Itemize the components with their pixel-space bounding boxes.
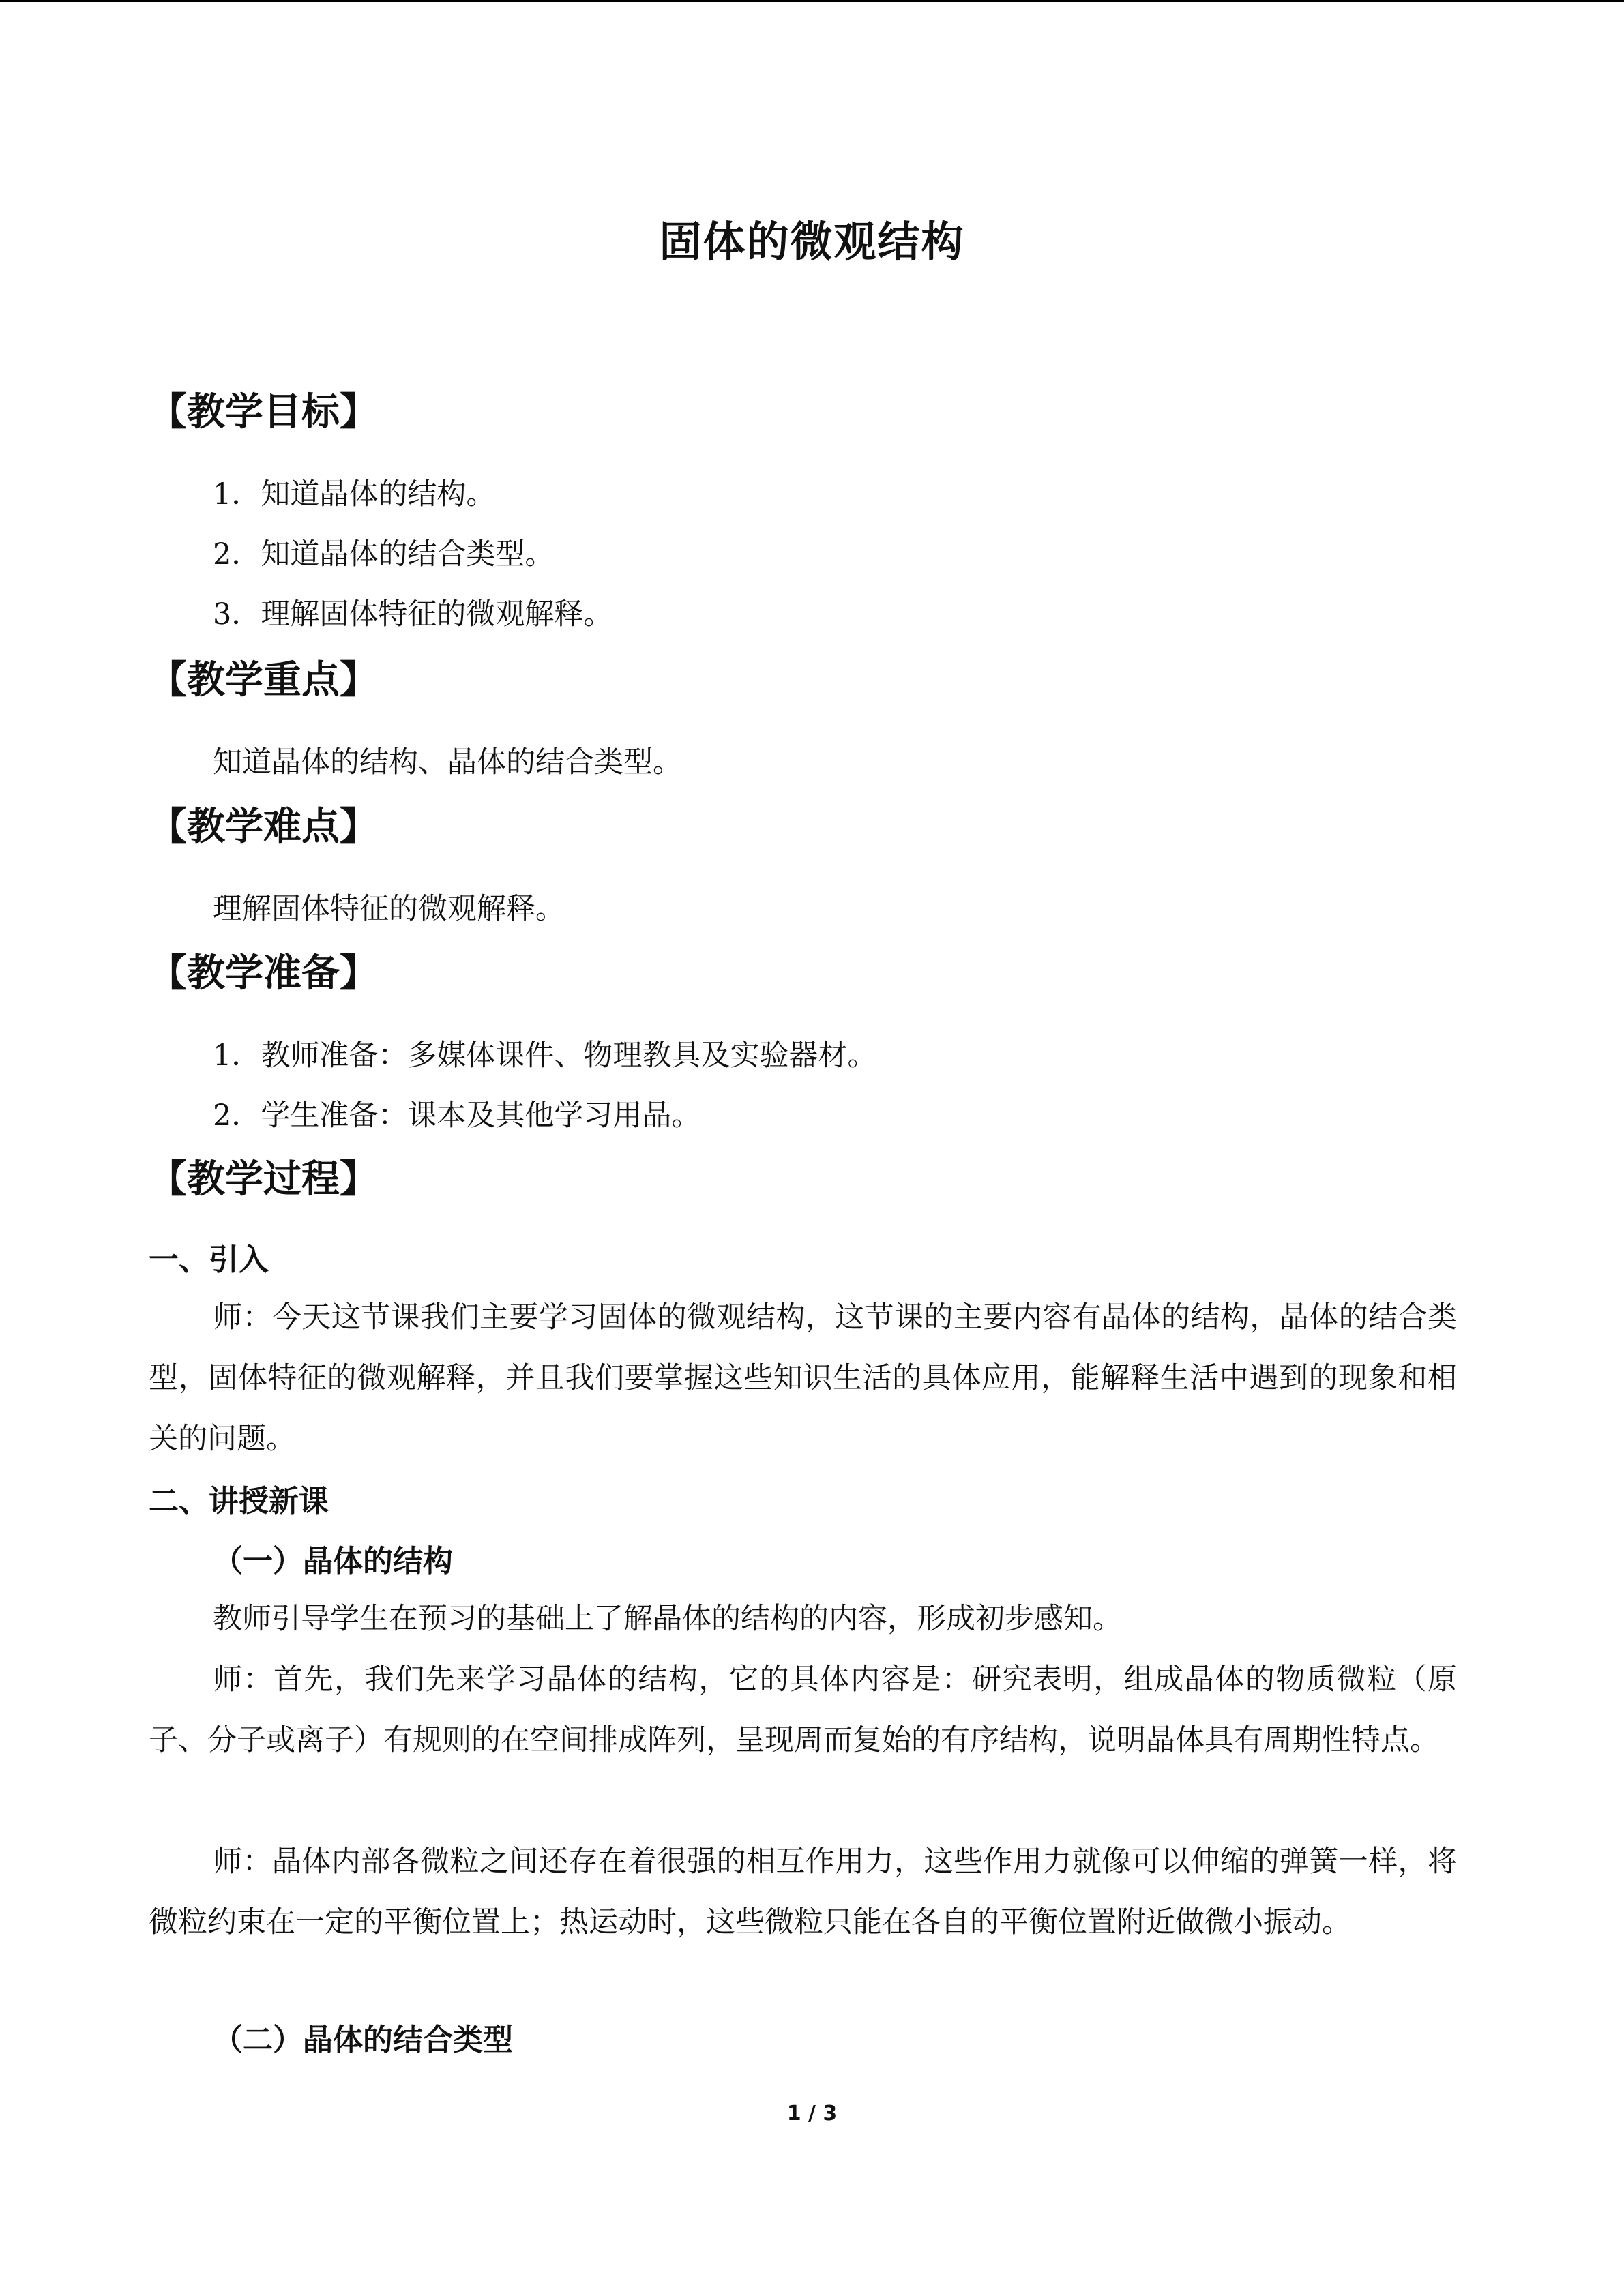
objective-item: 1．知道晶体的结构。 <box>213 477 496 511</box>
preparation-item: 1．教师准备：多媒体课件、物理教具及实验器材。 <box>213 1039 877 1073</box>
difficulties-text: 理解固体特征的微观解释。 <box>213 892 565 926</box>
section-heading-preparation: 【教学准备】 <box>149 951 378 996</box>
part1-heading: （一）晶体的结构 <box>213 1544 453 1579</box>
section-heading-key-points: 【教学重点】 <box>149 658 378 702</box>
part1-paragraph: 教师引导学生在预习的基础上了解晶体的结构的内容，形成初步感知。 <box>213 1602 1122 1636</box>
part2-heading: （二）晶体的结合类型 <box>213 2023 513 2057</box>
new-lesson-heading: 二、讲授新课 <box>149 1484 329 1519</box>
part1-paragraph: 师：晶体内部各微粒之间还存在着很强的相互作用力，这些作用力就像可以伸缩的弹簧一样，将微粒约束在一定的平衡位置上；热运动时，这些微粒只能在各自的平衡位置附近做微小振动。 <box>149 1845 1457 1939</box>
objective-item: 2．知道晶体的结合类型。 <box>213 537 555 571</box>
key-points-text: 知道晶体的结构、晶体的结合类型。 <box>213 745 682 779</box>
top-border <box>0 0 1624 2</box>
intro-paragraph: 师：今天这节课我们主要学习固体的微观结构，这节课的主要内容有晶体的结构，晶体的结合类型，固体特征的微观解释，并且我们要掌握这些知识生活的具体应用，能解释生活中遇到的现象和相关的问题。 <box>149 1300 1457 1456</box>
document-title: 固体的微观结构 <box>659 217 965 267</box>
intro-heading: 一、引入 <box>149 1242 269 1277</box>
section-heading-objectives: 【教学目标】 <box>149 390 378 434</box>
objective-item: 3．理解固体特征的微观解释。 <box>213 597 613 631</box>
part1-paragraph: 师：首先，我们先来学习晶体的结构，它的具体内容是：研究表明，组成晶体的物质微粒（原子、分子或离子）有规则的在空间排成阵列，呈现周而复始的有序结构，说明晶体具有周期性特点。 <box>149 1663 1457 1757</box>
preparation-item: 2．学生准备：课本及其他学习用品。 <box>213 1099 701 1133</box>
page-number: 1 / 3 <box>786 2102 838 2126</box>
section-heading-process: 【教学过程】 <box>149 1157 378 1202</box>
section-heading-difficulties: 【教学难点】 <box>149 805 378 849</box>
